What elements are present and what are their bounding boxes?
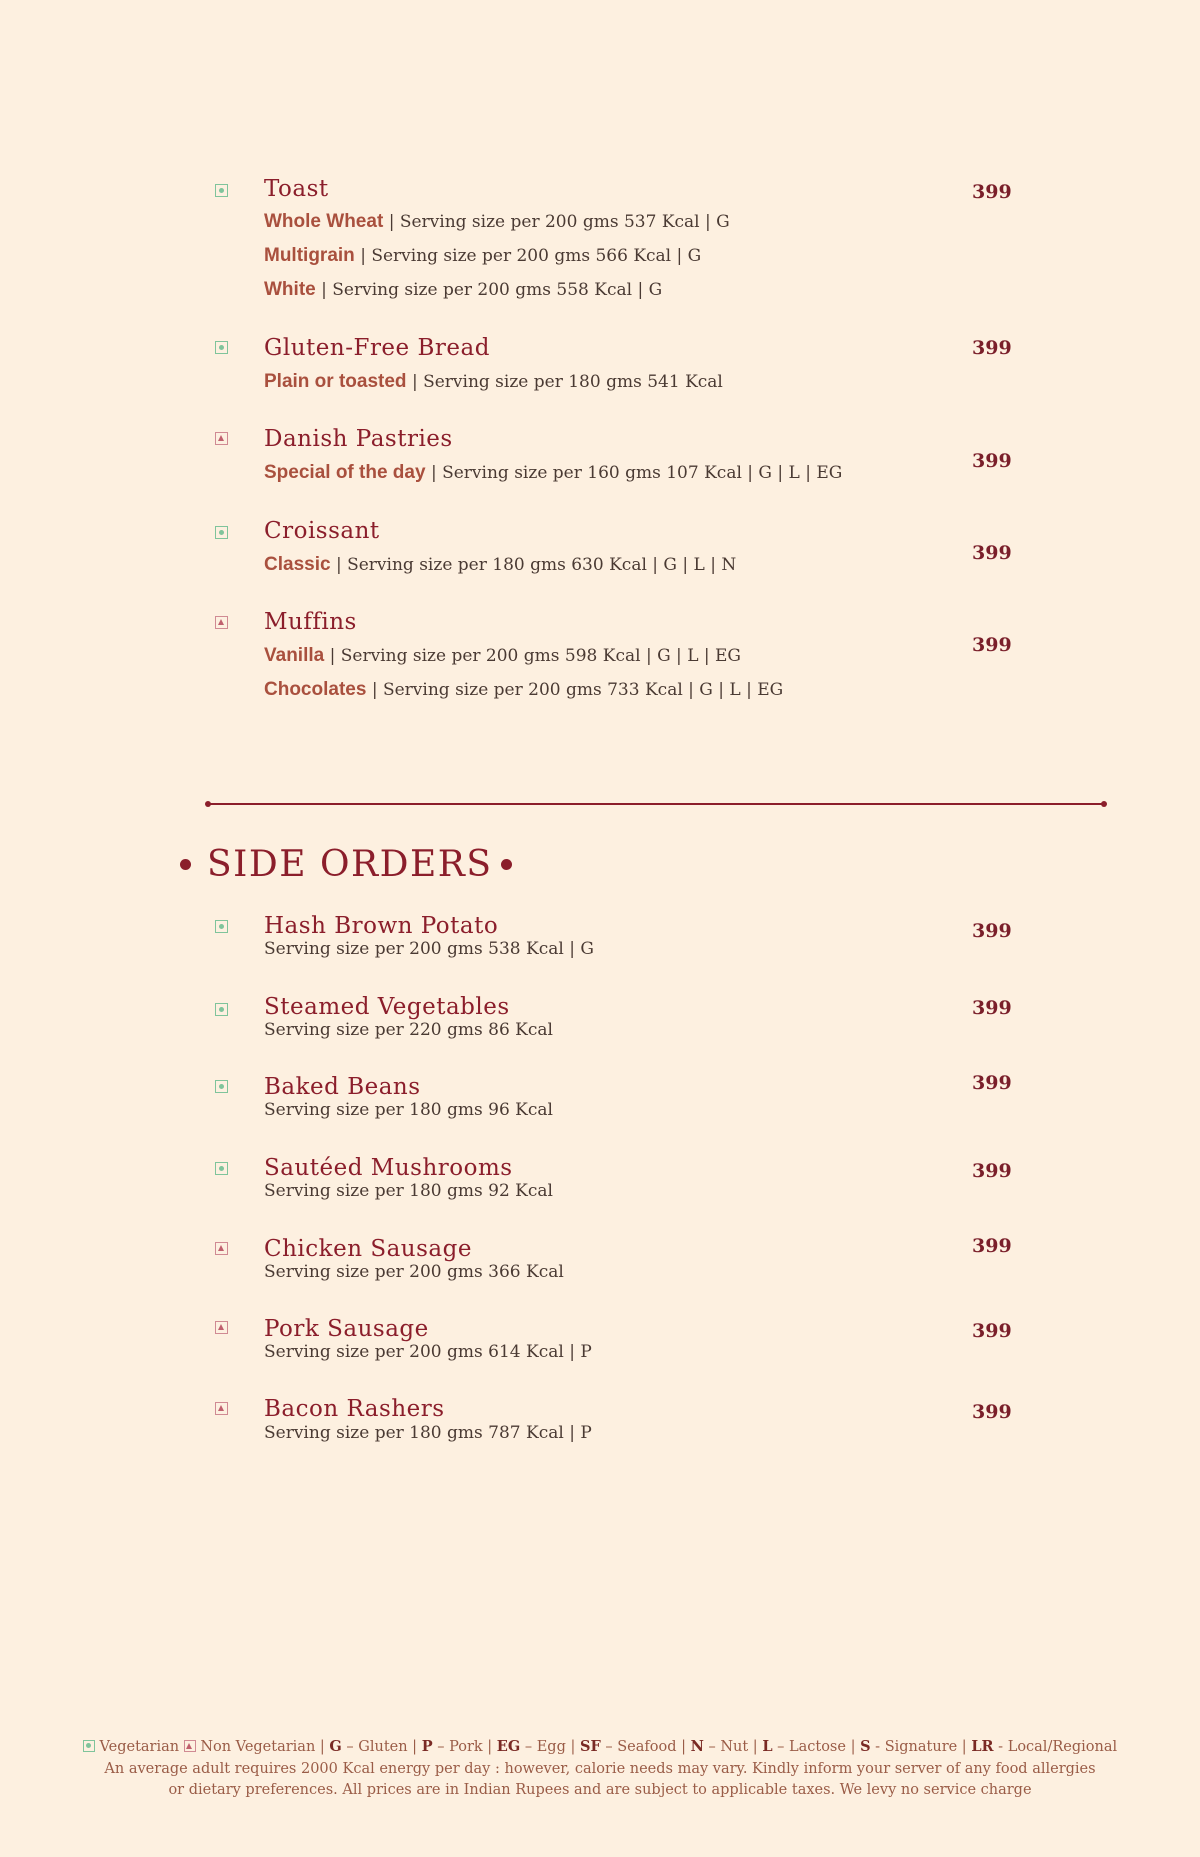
item-detail: Serving size per 200 gms 366 Kcal <box>264 1262 564 1282</box>
variant-label: White <box>264 279 316 300</box>
item-price: 399 <box>972 1401 1012 1423</box>
legend-separator: – <box>777 1739 785 1755</box>
item-variant: Plain or toasted | Serving size per 180 gms 541 Kcal <box>264 371 723 392</box>
legend-code: N <box>690 1738 704 1755</box>
item-price: 399 <box>972 920 1012 942</box>
item-detail: Serving size per 220 gms 86 Kcal <box>264 1020 553 1040</box>
legend-meaning: Signature <box>884 1739 958 1755</box>
section-title-text: SIDE ORDERS <box>207 844 493 885</box>
item-variant: Multigrain | Serving size per 200 gms 566 Kcal | G <box>264 245 702 266</box>
legend-separator: – <box>605 1739 613 1755</box>
item-variant: Vanilla | Serving size per 200 gms 598 Kcal | G | L | EG <box>264 645 742 666</box>
variant-detail: Serving size per 200 gms 558 Kcal | G <box>332 280 663 300</box>
legend-separator: – <box>524 1739 533 1755</box>
item-price: 399 <box>972 1160 1012 1182</box>
legend-code: EG <box>496 1738 521 1755</box>
variant-detail: Serving size per 180 gms 541 Kcal <box>423 372 723 392</box>
variant-label: Chocolates <box>264 679 367 700</box>
legend-meaning: Nut <box>720 1739 749 1755</box>
legend-code: P <box>421 1738 433 1755</box>
variant-label: Vanilla <box>264 645 325 666</box>
divider-dot <box>205 801 211 807</box>
footer-note: An average adult requires 2000 Kcal energy per day : however, calorie needs may vary. Kindly inform your server of any food allergies or dietary preferences. All prices are in Indian Rupees and are subject to applicable taxes. We levy no service charge <box>104 1761 1096 1798</box>
veg-icon <box>215 1080 228 1093</box>
legend-meaning: Gluten <box>358 1739 408 1755</box>
veg-icon <box>215 920 228 933</box>
item-name: Muffins <box>264 609 357 635</box>
veg-icon <box>215 341 228 354</box>
item-name: Chicken Sausage <box>264 1236 472 1262</box>
variant-label: Special of the day <box>264 462 426 483</box>
item-detail: Serving size per 200 gms 538 Kcal | G <box>264 939 594 959</box>
veg-icon <box>215 184 228 197</box>
divider-dot <box>1101 801 1107 807</box>
legend-code: SF <box>579 1738 601 1755</box>
legend-code: LR <box>971 1738 994 1755</box>
variant-detail: Serving size per 200 gms 598 Kcal | G | L | EG <box>340 646 742 666</box>
variant-label: Classic <box>264 554 331 575</box>
nonveg-icon <box>215 1242 228 1255</box>
legend-code: S <box>860 1738 871 1755</box>
item-variant: Whole Wheat | Serving size per 200 gms 537 Kcal | G <box>264 211 730 232</box>
legend-vegetarian: Vegetarian <box>99 1739 180 1755</box>
item-name: Bacon Rashers <box>264 1396 445 1422</box>
item-name: Gluten-Free Bread <box>264 335 490 361</box>
item-detail: Serving size per 180 gms 787 Kcal | P <box>264 1423 592 1443</box>
nonveg-icon <box>215 432 228 445</box>
variant-detail: Serving size per 160 gms 107 Kcal | G | L | EG <box>442 463 843 483</box>
item-name: Hash Brown Potato <box>264 913 499 939</box>
variant-label: Whole Wheat <box>264 211 384 232</box>
item-name: Pork Sausage <box>264 1316 429 1342</box>
nonveg-icon <box>215 616 228 629</box>
legend-meaning: Local/Regional <box>1007 1739 1118 1755</box>
item-detail: Serving size per 180 gms 92 Kcal <box>264 1181 553 1201</box>
item-name: Croissant <box>264 518 380 544</box>
legend-separator: - <box>998 1739 1004 1755</box>
bullet-icon <box>180 859 191 870</box>
item-price: 399 <box>972 181 1012 203</box>
nonveg-icon <box>184 1740 196 1752</box>
item-variant: Chocolates | Serving size per 200 gms 733 Kcal | G | L | EG <box>264 679 784 700</box>
variant-detail: Serving size per 200 gms 733 Kcal | G | L | EG <box>382 680 784 700</box>
item-name: Toast <box>264 176 329 202</box>
legend-separator: – <box>346 1739 354 1755</box>
item-price: 399 <box>972 1320 1012 1342</box>
item-name: Steamed Vegetables <box>264 994 510 1020</box>
item-variant: Special of the day | Serving size per 160 gms 107 Kcal | G | L | EG <box>264 462 843 483</box>
item-name: Danish Pastries <box>264 426 453 452</box>
item-detail: Serving size per 200 gms 614 Kcal | P <box>264 1342 592 1362</box>
variant-detail: Serving size per 180 gms 630 Kcal | G | L | N <box>347 555 737 575</box>
legend-meaning: Egg <box>536 1739 566 1755</box>
legend-non-vegetarian: Non Vegetarian <box>200 1739 316 1755</box>
dietary-legend: Vegetarian Non Vegetarian | G – Gluten | P – Pork | EG – Egg | SF – Seafood | N – Nut | L – Lactose | S - Signature | LR - Local/Regional <box>0 1738 1200 1755</box>
item-name: Sautéed Mushrooms <box>264 1155 513 1181</box>
variant-label: Multigrain <box>264 245 355 266</box>
variant-detail: Serving size per 200 gms 566 Kcal | G <box>371 246 702 266</box>
item-variant: Classic | Serving size per 180 gms 630 Kcal | G | L | N <box>264 554 737 575</box>
legend-separator: – <box>708 1739 716 1755</box>
legend-separator: - <box>875 1739 881 1755</box>
section-divider <box>208 803 1104 805</box>
variant-detail: Serving size per 200 gms 537 Kcal | G <box>399 212 730 232</box>
variant-label: Plain or toasted <box>264 371 407 392</box>
veg-icon <box>215 1003 228 1016</box>
legend-meaning: Pork <box>449 1739 483 1755</box>
item-variant: White | Serving size per 200 gms 558 Kcal | G <box>264 279 663 300</box>
item-price: 399 <box>972 542 1012 564</box>
veg-icon <box>83 1740 95 1752</box>
item-price: 399 <box>972 997 1012 1019</box>
legend-code: L <box>762 1738 773 1755</box>
nonveg-icon <box>215 1321 228 1334</box>
item-price: 399 <box>972 1072 1012 1094</box>
item-detail: Serving size per 180 gms 96 Kcal <box>264 1100 553 1120</box>
item-price: 399 <box>972 1235 1012 1257</box>
veg-icon <box>215 1162 228 1175</box>
item-price: 399 <box>972 634 1012 656</box>
legend-meaning: Lactose <box>788 1739 846 1755</box>
legend-code: G <box>329 1738 342 1755</box>
nonveg-icon <box>215 1402 228 1415</box>
section-title-side-orders <box>180 844 512 884</box>
veg-icon <box>215 526 228 539</box>
item-price: 399 <box>972 450 1012 472</box>
item-name: Baked Beans <box>264 1074 421 1100</box>
legend-separator: – <box>437 1739 445 1755</box>
bullet-icon <box>501 859 512 870</box>
item-price: 399 <box>972 337 1012 359</box>
legend-meaning: Seafood <box>617 1739 677 1755</box>
